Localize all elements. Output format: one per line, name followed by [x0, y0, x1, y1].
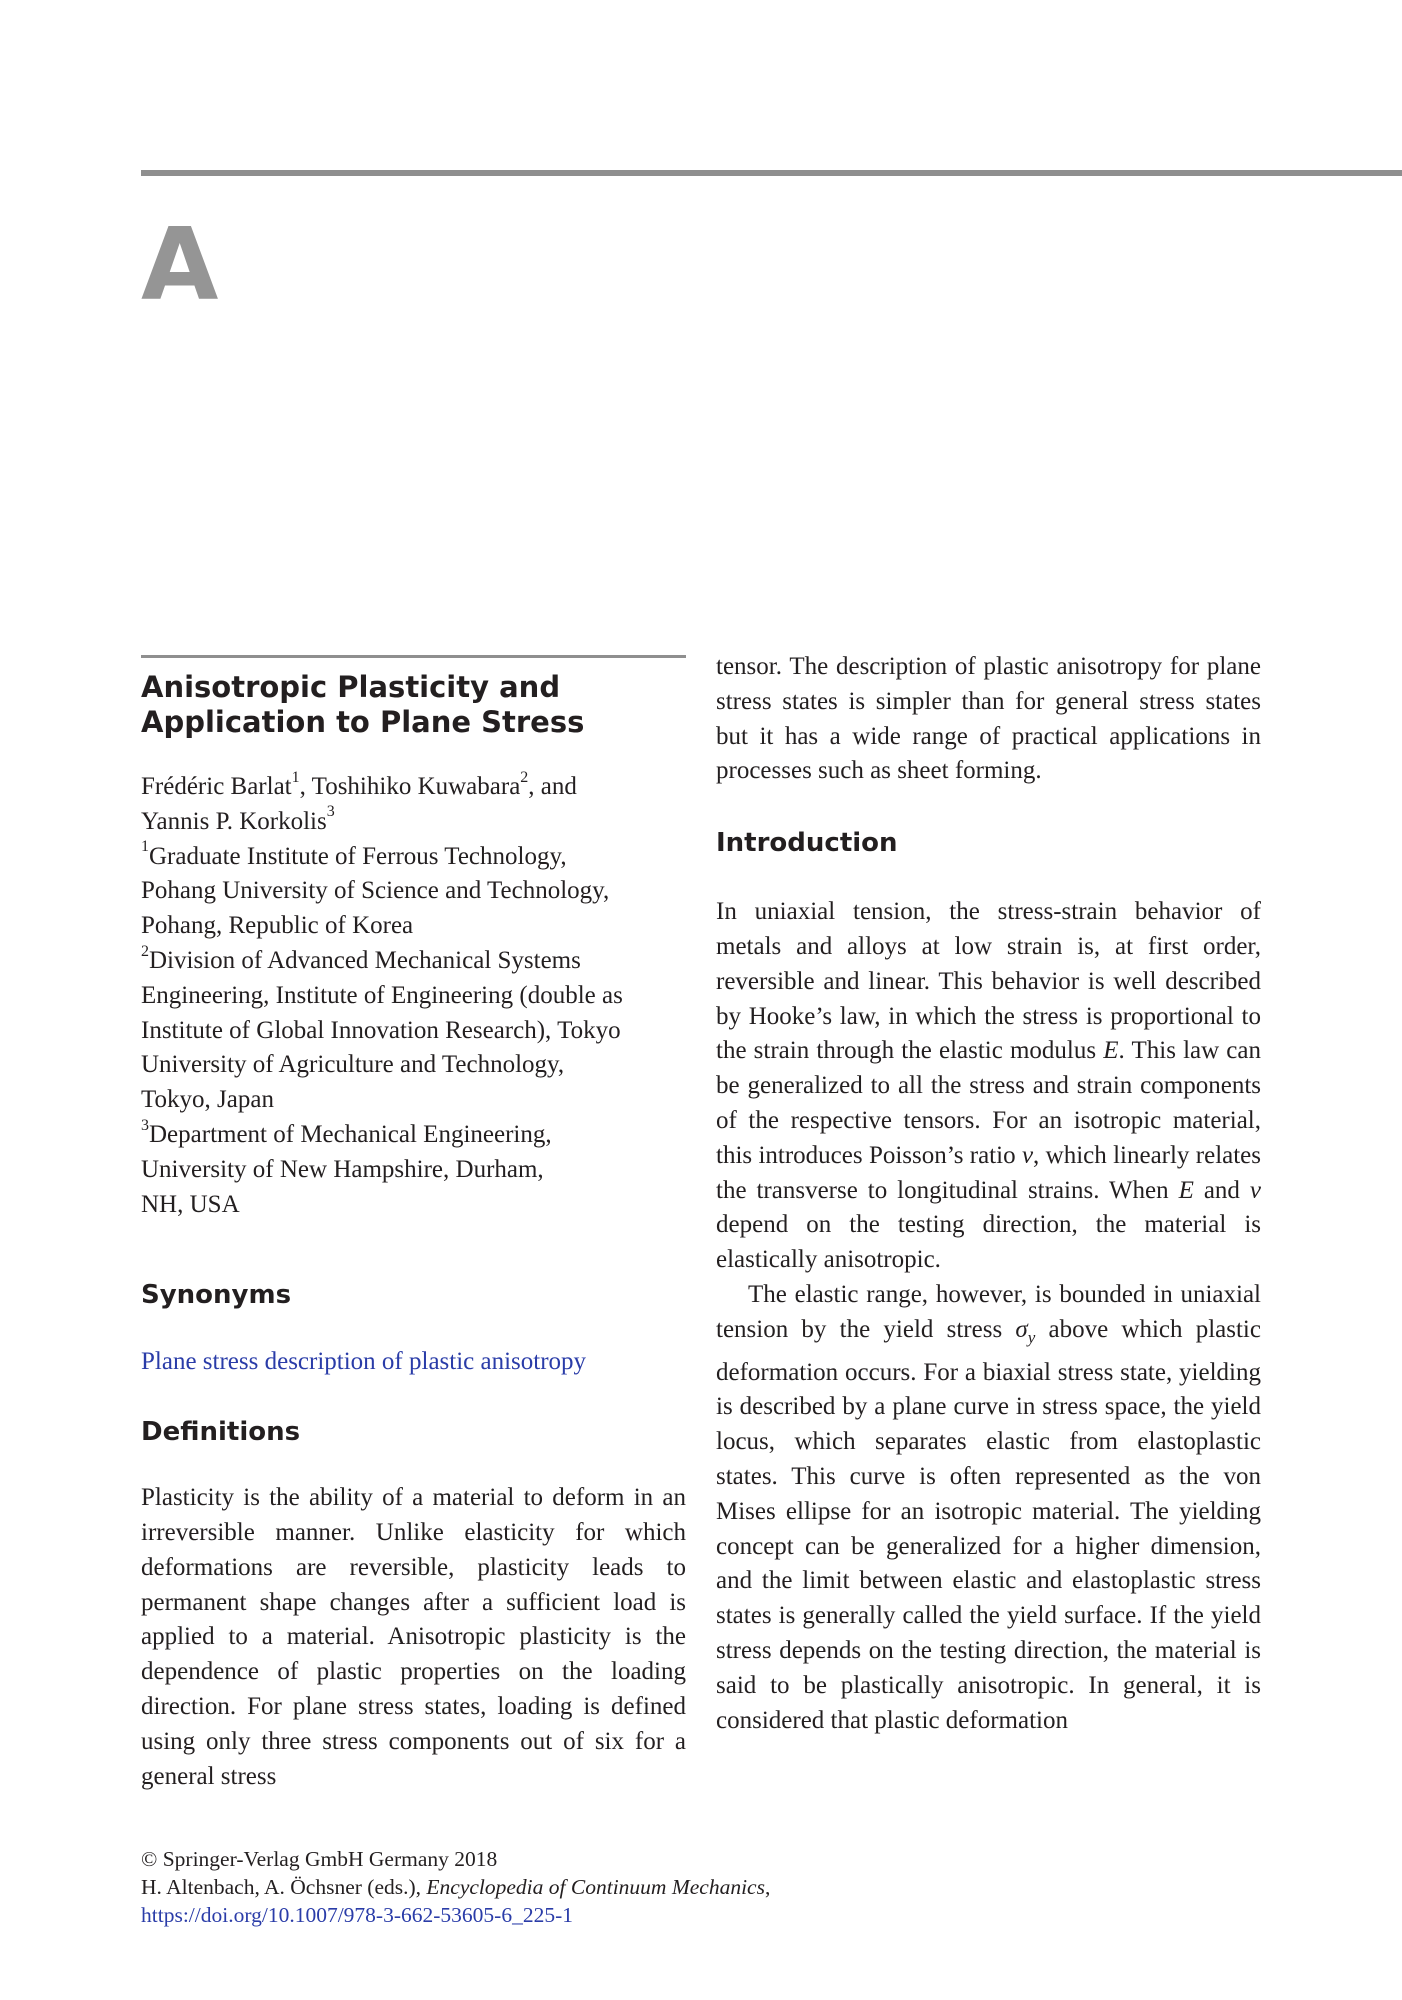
copyright-footer — [141, 1845, 770, 1929]
affiliation-line: University of New Hampshire, Durham, — [141, 1155, 544, 1183]
paragraph-text: depend on the testing direction, the material is elastically anisotropic. — [716, 1211, 1261, 1274]
doi-link[interactable]: https://doi.org/10.1007/978-3-662-53605-6_225-1 — [141, 1903, 573, 1927]
copyright-line: © Springer-Verlag GmbH Germany 2018 — [141, 1847, 498, 1871]
affiliation-line: Pohang, Republic of Korea — [141, 912, 414, 940]
author-kuwabara: , Toshihiko Kuwabara — [299, 773, 521, 800]
introduction-heading: Introduction — [716, 828, 898, 859]
paragraph-text: above which plastic deformation occurs. For a biaxial stress state, yielding is described by a plane curve in stress space, the yield locus, which separates elastic from elastoplastic states. This curve is often represented as the von Mises ellipse for an isotropic material. The yielding concept can be generalized for a higher dimension, and the limit between elastic and elastoplastic stress states is generally called the yield surface. If the yield stress depends on the testing direction, the material is said to be plastically anisotropic. In general, it is considered that plastic deformation — [716, 1315, 1261, 1734]
author-list — [141, 770, 686, 840]
right-column — [716, 650, 1261, 1738]
affiliation-1 — [141, 840, 686, 944]
synonyms-heading: Synonyms — [141, 1280, 292, 1311]
affiliation-line: Pohang University of Science and Technology, — [141, 877, 610, 905]
affiliation-mark: 3 — [141, 1116, 149, 1134]
math-subscript-y: y — [1027, 1327, 1036, 1347]
citation-book-title: Encyclopedia of Continuum Mechanics — [426, 1875, 765, 1899]
author-korkolis: Yannis P. Korkolis — [141, 807, 327, 835]
affiliation-line: Engineering, Institute of Engineering (double as — [141, 981, 623, 1009]
citation-line — [141, 1873, 770, 1901]
author-conjunction: , and — [528, 773, 577, 800]
citation-editors: H. Altenbach, A. Öchsner (eds.), — [141, 1875, 427, 1899]
entry-title — [141, 670, 686, 740]
continuation-paragraph: tensor. The description of plastic anisotropy for plane stress states is simpler than for general stress states but it has a wide range of practical applications in processes such as sheet forming. — [716, 653, 1261, 785]
chapter-letter: A — [141, 206, 219, 323]
definitions-paragraph: Plasticity is the ability of a material to deform in an irreversible manner. Unlike elasticity for which deformations are reversible, plasticity leads to permanent shape changes after a sufficient load is applied to a material. Anisotropic plasticity is the dependence of plastic properties on the loading direction. For plane stress states, loading is defined using only three stress components out of six for a general stress — [141, 1484, 686, 1790]
paragraph-text: , which linearly relates the transverse to longitudinal strains. When — [716, 1141, 1262, 1204]
paragraph-text: The elastic range, however, is bounded in uniaxial tension by the yield stress — [716, 1280, 1261, 1343]
affiliation-line: Tokyo, Japan — [141, 1086, 274, 1114]
paragraph-text: In uniaxial tension, the stress-strain behavior of metals and alloys at low strain is, at first order, reversible and linear. This behavior is well described by Hooke’s law, in which the stress is proportional to the strain through the elastic modulus — [716, 898, 1261, 1065]
author-barlat: Frédéric Barlat — [141, 773, 292, 800]
affiliation-line: University of Agriculture and Technology, — [141, 1051, 565, 1079]
affiliation-line: Institute of Global Innovation Research), Tokyo — [141, 1016, 621, 1044]
affiliation-3 — [141, 1118, 686, 1222]
author-affiliation-mark: 1 — [291, 768, 300, 786]
author-affiliation-mark: 3 — [326, 803, 335, 821]
introduction-paragraph-2 — [716, 1278, 1261, 1738]
affiliation-line: Graduate Institute of Ferrous Technology, — [149, 842, 567, 870]
affiliation-mark: 1 — [141, 838, 149, 856]
author-affiliation-mark: 2 — [520, 768, 529, 786]
introduction-paragraph-1 — [716, 895, 1261, 1278]
affiliation-mark: 2 — [141, 942, 149, 960]
synonym-link[interactable]: Plane stress description of plastic anisotropy — [141, 1348, 587, 1376]
definitions-heading: Definitions — [141, 1417, 301, 1448]
entry-title-rule — [141, 655, 686, 658]
math-symbol-E: E — [1178, 1176, 1194, 1204]
affiliation-2 — [141, 944, 686, 1118]
chapter-top-rule — [141, 170, 1402, 176]
affiliation-line: Division of Advanced Mechanical Systems — [149, 946, 581, 974]
left-column — [141, 655, 686, 1794]
paragraph-text: and — [1193, 1176, 1250, 1204]
affiliation-line: Department of Mechanical Engineering, — [149, 1120, 552, 1148]
entry-title-line-2: Application to Plane Stress — [141, 705, 585, 739]
math-symbol-sigma: σ — [1015, 1315, 1028, 1343]
citation-punct: , — [764, 1875, 771, 1899]
paragraph-text: . This law can be generalized to all the stress and strain components of the respective tensors. For an isotropic material, this introduces Poisson’s ratio — [716, 1037, 1261, 1169]
math-symbol-nu: ν — [1021, 1141, 1034, 1169]
affiliation-line: NH, USA — [141, 1190, 240, 1218]
math-symbol-E: E — [1103, 1037, 1119, 1065]
entry-title-line-1: Anisotropic Plasticity and — [141, 670, 561, 704]
math-symbol-nu: ν — [1249, 1176, 1261, 1204]
